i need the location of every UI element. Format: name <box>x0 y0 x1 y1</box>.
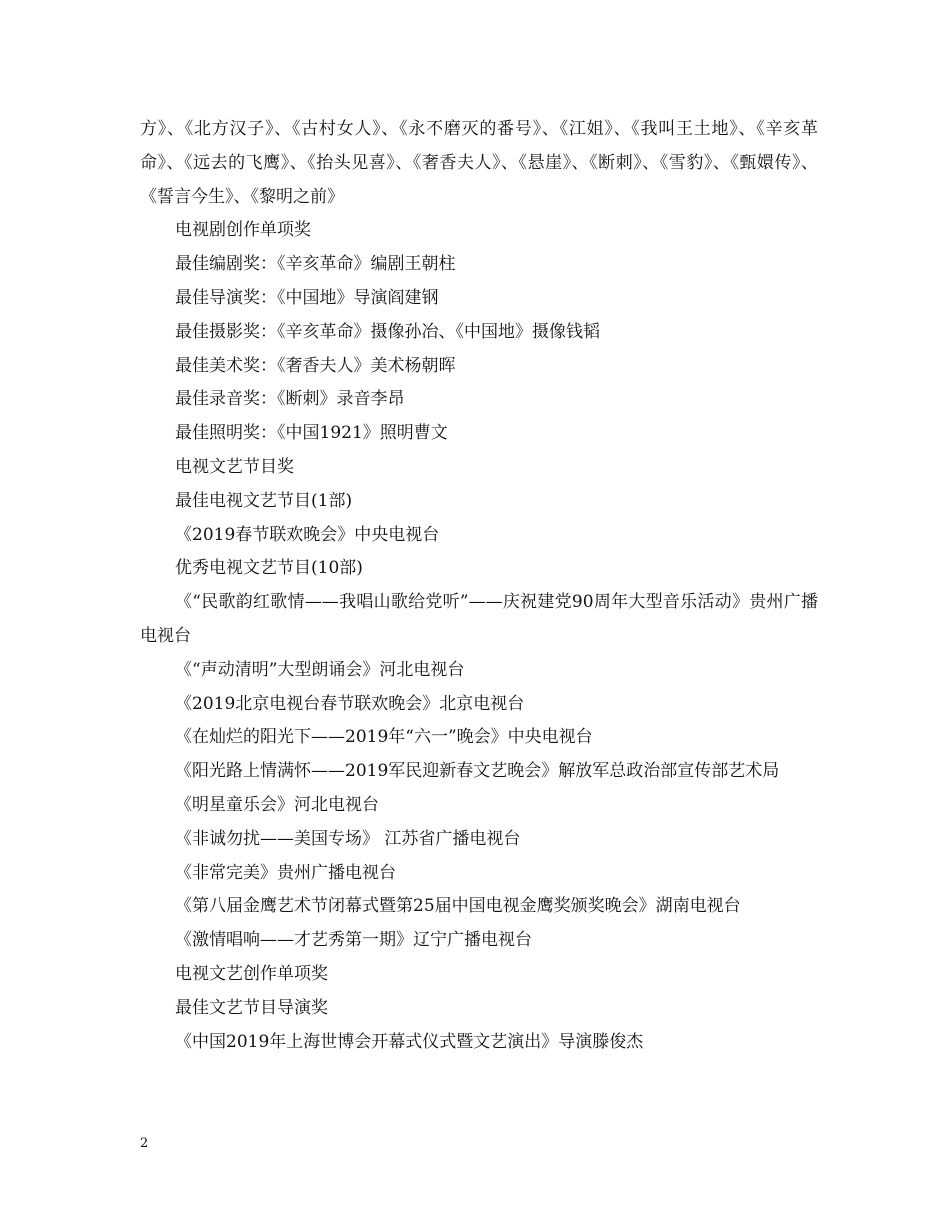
paragraph-13: 《“民歌韵红歌情——我唱山歌给党听”——庆祝建党90周年大型音乐活动》贵州广播电视台 <box>140 592 818 646</box>
paragraph-1: 方》、《北方汉子》、《古村女人》、《永不磨灭的番号》、《江姐》、《我叫王土地》、《辛亥革命》、《远去的飞鹰》、《抬头见喜》、《奢香夫人》、《悬崖》、《断刺》、《雪豹》、《甄嬛传》、《誓言今生》、《黎明之前》 <box>140 119 818 207</box>
paragraph-5: 最佳摄影奖：《辛亥革命》摄像孙冶、《中国地》摄像钱韬 <box>175 321 600 342</box>
paragraph-22: 《激情唱响——才艺秀第一期》辽宁广播电视台 <box>175 930 532 951</box>
paragraph-2: 电视剧创作单项奖 <box>175 220 311 241</box>
paragraph-12: 优秀电视文艺节目(10部) <box>175 558 363 579</box>
paragraph-14: 《“声动清明”大型朗诵会》河北电视台 <box>175 659 465 680</box>
paragraph-21: 《第八届金鹰艺术节闭幕式暨第25届中国电视金鹰奖颁奖晚会》湖南电视台 <box>175 896 741 917</box>
paragraph-8: 最佳照明奖：《中国1921》照明曹文 <box>175 423 448 444</box>
paragraph-17: 《阳光路上情满怀——2019军民迎新春文艺晚会》解放军总政治部宣传部艺术局 <box>175 761 780 782</box>
paragraph-4: 最佳导演奖：《中国地》导演阎建钢 <box>175 287 439 308</box>
paragraph-7: 最佳录音奖：《断刺》录音李昂 <box>175 389 405 410</box>
paragraph-23: 电视文艺创作单项奖 <box>175 963 328 984</box>
paragraph-24: 最佳文艺节目导演奖 <box>175 997 328 1018</box>
paragraph-6: 最佳美术奖：《奢香夫人》美术杨朝晖 <box>175 355 456 376</box>
paragraph-3: 最佳编剧奖：《辛亥革命》编剧王朝柱 <box>175 254 456 275</box>
paragraph-11: 《2019春节联欢晚会》中央电视台 <box>175 524 440 545</box>
paragraph-25: 《中国2019年上海世博会开幕式仪式暨文艺演出》导演滕俊杰 <box>175 1031 644 1052</box>
paragraph-19: 《非诚勿扰——美国专场》 江苏省广播电视台 <box>175 828 521 849</box>
paragraph-15: 《2019北京电视台春节联欢晚会》北京电视台 <box>175 693 525 714</box>
document-body <box>140 113 818 1059</box>
paragraph-20: 《非常完美》贵州广播电视台 <box>175 862 396 883</box>
paragraph-18: 《明星童乐会》河北电视台 <box>175 794 379 815</box>
paragraph-9: 电视文艺节目奖 <box>175 456 294 477</box>
paragraph-16: 《在灿烂的阳光下——2019年“六一”晚会》中央电视台 <box>175 727 593 748</box>
paragraph-10: 最佳电视文艺节目(1部) <box>175 490 353 511</box>
page-number: 2 <box>140 1136 149 1151</box>
